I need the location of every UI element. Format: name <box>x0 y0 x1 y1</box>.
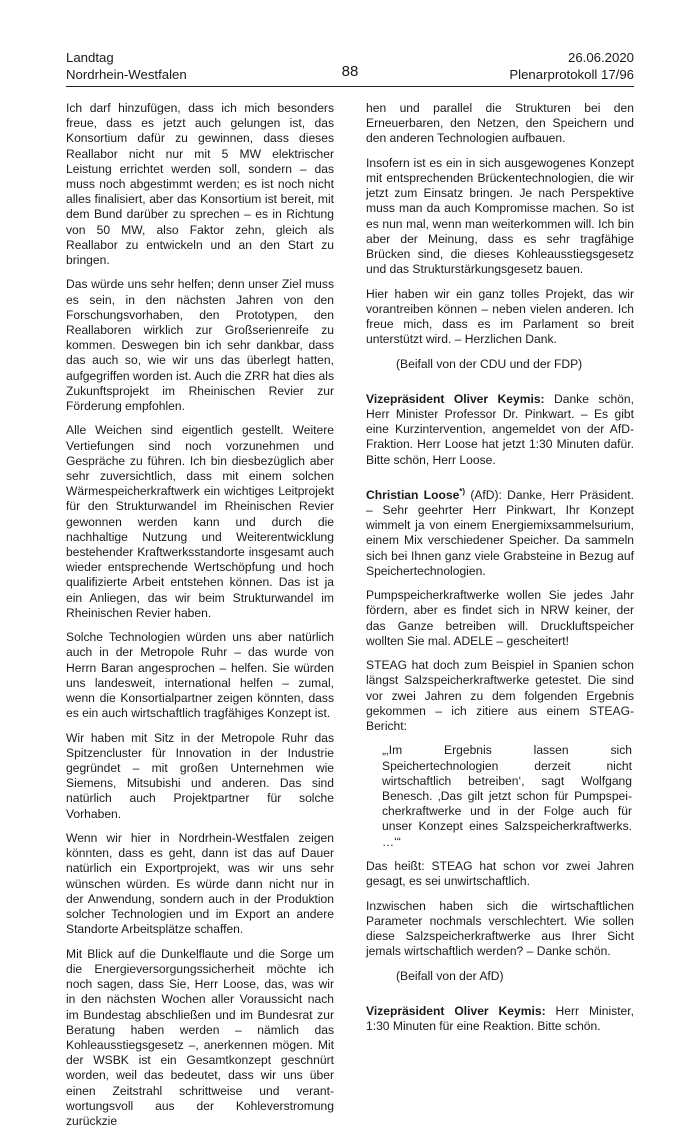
paragraph: Mit Blick auf die Dunkelflaute und die Sorge um die Energieversorgungssicherheit möchte ich noch sagen, dass Sie, Herr Loose, das, was wir in den nächsten Wochen aller Voraussicht nach im Bundestag abschließen und im Bundesrat zur Beratung haben werden – nämlich das Kohleausstiegsgesetz –, anerkennen mögen. Mit der WSBK ist ein Gesamtkonzept geschnürt worden, weil das bedeutet, dass wir uns über einen Zeitstrahl schrittweise und verantwortungsvoll aus der Kohleverstromung zurückzie <box>66 946 334 1128</box>
paragraph: Alle Weichen sind eigentlich gestellt. Weitere Vertiefungen sind noch vorzunehmen und Gespräche zu führen. Ich bin diesbezüglich aber sehr zuversichtlich, dass mit einem solchen Wärmespeicherkraftwerk ein wichtiges Leitprojekt für den Strukturwandel im Rheinischen Revier gewonnen werden kann und durch die nachhaltige Nutzung und Weiterentwicklung bestehender Kraftwerksstandorte insgesamt auch wieder entsprechende Wertschöpfung und hoch qualifizierte Arbeit entstehen können. Das ist ja ein Anliegen, das wir beim Strukturwandel im Rheinischen Revier haben. <box>66 423 334 620</box>
right-column <box>366 101 634 1043</box>
header-protocol: Plenarprotokoll 17/96 <box>509 67 634 82</box>
paragraph: Hier haben wir ein ganz tolles Projekt, das wir vorantreiben können – neben vielen anderen. Ich freue mich, dass es im Parlament so breit unterstützt wird. – Herzlichen Dank. <box>366 286 634 347</box>
speaker-footnote-mark: *) <box>459 486 466 496</box>
paragraph: Das würde uns sehr helfen; denn unser Ziel muss es sein, in den nächsten Jahren von den Forschungsvorhaben, den Prototypen, den Reallaboren wirklich zur Großserienreife zu kommen. Deswegen bin ich sehr dankbar, dass das auch so, wie wir uns das überlegt hatten, aufgegriffen worden ist. Auch die ZRR hat dies als Zukunftsprojekt im Rheinischen Revier zur Förderung empfohlen. <box>66 277 335 414</box>
left-column <box>66 101 334 1138</box>
page-number: 88 <box>341 63 359 80</box>
paragraph: Wir haben mit Sitz in der Metropole Ruhr das Spitzencluster für Innovation in der Industrie gegründet – mit großen Unternehmen wie Siemens, Mitsubishi und anderen. Das sind natürlich auch Projektpartner für solche Vorhaben. <box>66 730 334 821</box>
paragraph: Inzwischen haben sich die wirtschaftlichen Parameter nochmals verschlechtert. Wie sollen diese Salzspeicherkraftwerke aus Ihrer Sicht jemals wirtschaftlich werden? – Danke schön. <box>366 898 634 959</box>
speaker-name: Vizepräsident Oliver Keymis: <box>366 391 545 406</box>
paragraph: Das heißt: STEAG hat schon vor zwei Jahren gesagt, es sei unwirtschaftlich. <box>366 859 634 889</box>
paragraph: Wenn wir hier in Nordrhein-Westfalen zeigen könnten, dass es geht, dann ist das auf Dauer natürlich ein Exportprojekt, was wir uns sehr wünschen würden. Es würde dann nicht nur in der Anwendung, sondern auch in der Produktion solcher Technologien und im Export an andere Standorte Arbeitsplätze schaffen. <box>66 831 334 937</box>
paragraph: Pumpspeicherkraftwerke wollen Sie jedes Jahr fördern, aber es findet sich in NRW keiner, der das Ganze betreiben will. Druckluftspeicher wollten Sie mal. ADELE – gescheitert! <box>366 588 634 648</box>
header-divider <box>66 86 634 87</box>
paragraph: hen und parallel die Strukturen bei den Erneuerbaren, den Netzen, den Speichern und den anderen Technologien aufbauen. <box>366 101 634 146</box>
paragraph: Insofern ist es ein in sich ausgewogenes Konzept mit entsprechenden Brückentechnologien, die wir jetzt zum Einsatz bringen. Je nach Perspektive muss man da auch Kompromisse machen. So ist es nun mal, wenn man weiterkommen will. Ich bin aber der Meinung, dass es sehr tragfähige Brücken sind, die dieses Kohleausstiegsgesetz und das Strukturstärkungsgesetz bauen. <box>366 155 634 277</box>
block-quote: „‚Im Ergebnis lassen sich Speichertechnologien derzeit nicht wirtschaftlich betreiben‘, sagt Wolfgang Benesch. ‚Das gilt jetzt schon für Pumpspeicherkraftwerke und in der Folge auch für unser Konzept eines Salzspeicherkraftwerks. …‘“ <box>382 743 632 849</box>
paragraph: Solche Technologien würden uns aber natürlich auch in der Metropole Ruhr – das wurde von Herrn Baran angesprochen – helfen. Sie würden uns landesweit, international helfen – zumal, wenn die Konsortialpartner zeigen könnten, dass es ein auch wirtschaftlich tragfähiges Konzept ist. <box>66 630 334 721</box>
speech-christian-loose <box>366 488 634 579</box>
speech-vice-president <box>366 1004 634 1034</box>
page-header <box>66 46 634 86</box>
speaker-name: Vizepräsident Oliver Keymis: <box>366 1003 546 1018</box>
paragraph: Ich darf hinzufügen, dass ich mich besonders freue, dass es jetzt auch gelungen ist, das Konsortium dafür zu gewinnen, dass dieses Reallabor nicht nur mit 5 MW elektrischer Leistung errichtet werden soll, sondern – das muss noch abgestimmt werden; es ist noch nicht alles finalisiert, aber das Konsortium ist bereit, mit dem Bund darüber zu sprechen – es in Richtung von 50 MW, also Faktor zehn, gleich als Reallabor zu entwickeln und an den Start zu bringen. <box>66 101 334 268</box>
speech-text: (AfD): Danke, Herr Präsident. – Sehr geehrter Herr Pinkwart, Ihr Konzept wimmelt ja von einem Energiemixsammelsurium, einem Mix verschiedener Speicher. Da sammeln sich bei Ihnen ganz viele Grabsteine in Bezug auf Speichertechnologien. <box>366 487 634 578</box>
header-state: Nordrhein-Westfalen <box>66 67 187 82</box>
speech-text: Herr Minister, 1:30 Minuten für eine Reaktion. Bitte schön. <box>366 1003 634 1034</box>
speech-vice-president <box>366 392 634 468</box>
applause-note: (Beifall von der AfD) <box>396 968 504 983</box>
header-parliament: Landtag <box>66 50 114 65</box>
paragraph: STEAG hat doch zum Beispiel in Spanien schon längst Salzspeicherkraftwerke getestet. Die sind vor zwei Jahren zu dem folgenden Ergebnis gekommen – ich zitiere aus einem STEAG-Bericht: <box>366 658 634 734</box>
header-date: 26.06.2020 <box>567 50 634 65</box>
applause-note: (Beifall von der CDU und der FDP) <box>396 356 583 371</box>
speech-text: Danke schön, Herr Minister Professor Dr. Pinkwart. – Es gibt eine Kurzintervention, angemeldet von der AfD-Fraktion. Herr Loose hat jetzt 1:30 Minuten dafür. Bitte schön, Herr Loose. <box>366 391 634 467</box>
speaker-name: Christian Loose <box>366 487 460 502</box>
